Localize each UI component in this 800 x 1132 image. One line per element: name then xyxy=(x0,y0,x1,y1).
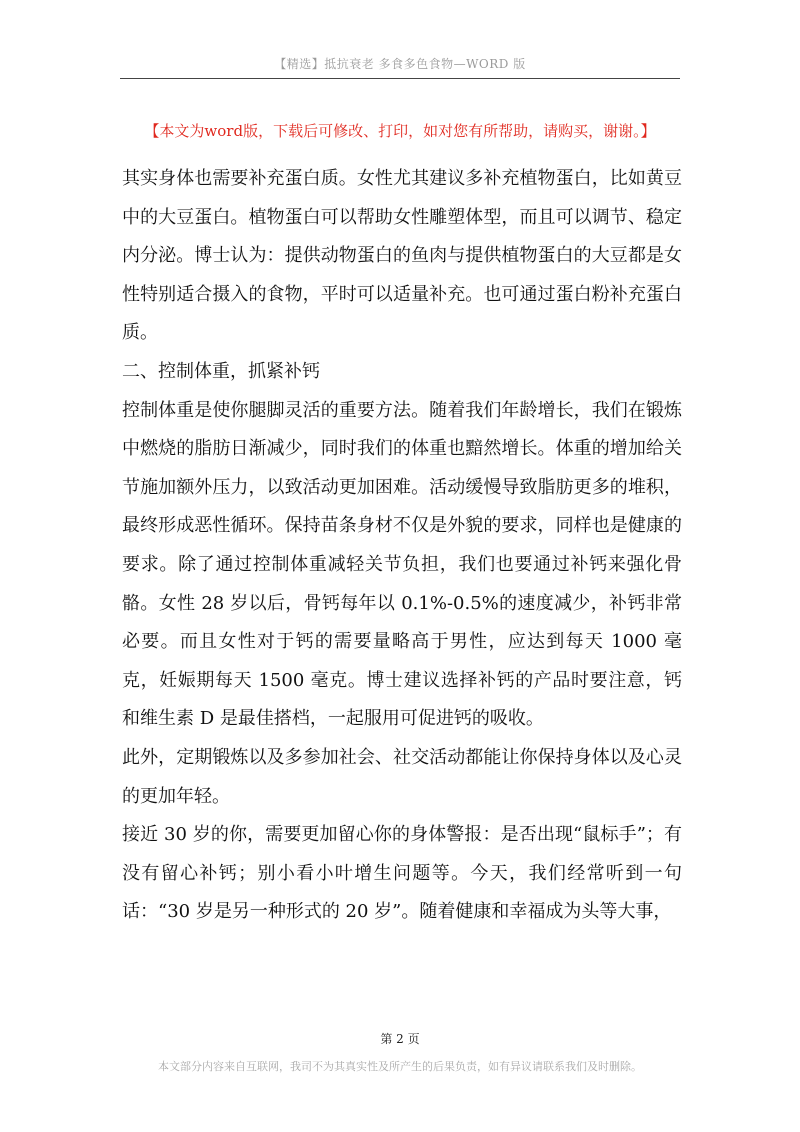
document-body xyxy=(122,160,682,932)
section-heading-weight-calcium: 二、控制体重，抓紧补钙 xyxy=(122,360,320,382)
paragraph-exercise: 此外，定期锻炼以及多参加社会、社交活动都能让你保持身体以及心灵的更加年轻。 xyxy=(122,746,682,807)
page-number: 第 2 页 xyxy=(380,1032,420,1046)
paragraph-protein: 其实身体也需要补充蛋白质。女性尤其建议多补充植物蛋白，比如黄豆中的大豆蛋白。植物蛋白可以帮助女性雕塑体型，而且可以调节、稳定内分泌。博士认为：提供动物蛋白的鱼肉与提供植物蛋白的大豆都是女性特别适合摄入的食物，平时可以适量补充。也可通过蛋白粉补充蛋白质。 xyxy=(122,168,682,344)
download-notice: 【本文为word版，下载后可修改、打印，如对您有所帮助，请购买，谢谢。】 xyxy=(144,122,656,140)
footer-disclaimer: 本文部分内容来自互联网，我司不为其真实性及所产生的后果负责，如有异议请联系我们及时删除。 xyxy=(158,1060,642,1073)
page-header: 【精选】抵抗衰老 多食多色食物—WORD 版 xyxy=(274,57,526,71)
paragraph-age-30: 接近 30 岁的你，需要更加留心你的身体警报：是否出现“鼠标手”；有没有留心补钙；别小看小叶增生问题等。今天，我们经常听到一句话：“30 岁是另一种形式的 20 岁”。随着健康和幸福成为头等大事， xyxy=(122,824,682,923)
header-divider xyxy=(120,78,680,79)
paragraph-weight-control: 控制体重是使你腿脚灵活的重要方法。随着我们年龄增长，我们在锻炼中燃烧的脂肪日渐减少，同时我们的体重也黯然增长。体重的增加给关节施加额外压力，以致活动更加困难。活动缓慢导致脂肪更多的堆积，最终形成恶性循环。保持苗条身材不仅是外貌的要求，同样也是健康的要求。除了通过控制体重减轻关节负担，我们也要通过补钙来强化骨骼。女性 28 岁以后，骨钙每年以 0.1%-0.5%的速度减少，补钙非常必要。而且女性对于钙的需要量略高于男性，应达到每天 1000 毫克，妊娠期每天 1500 毫克。博士建议选择补钙的产品时要注意，钙和维生素 D 是最佳搭档，一起服用可促进钙的吸收。 xyxy=(122,399,682,730)
